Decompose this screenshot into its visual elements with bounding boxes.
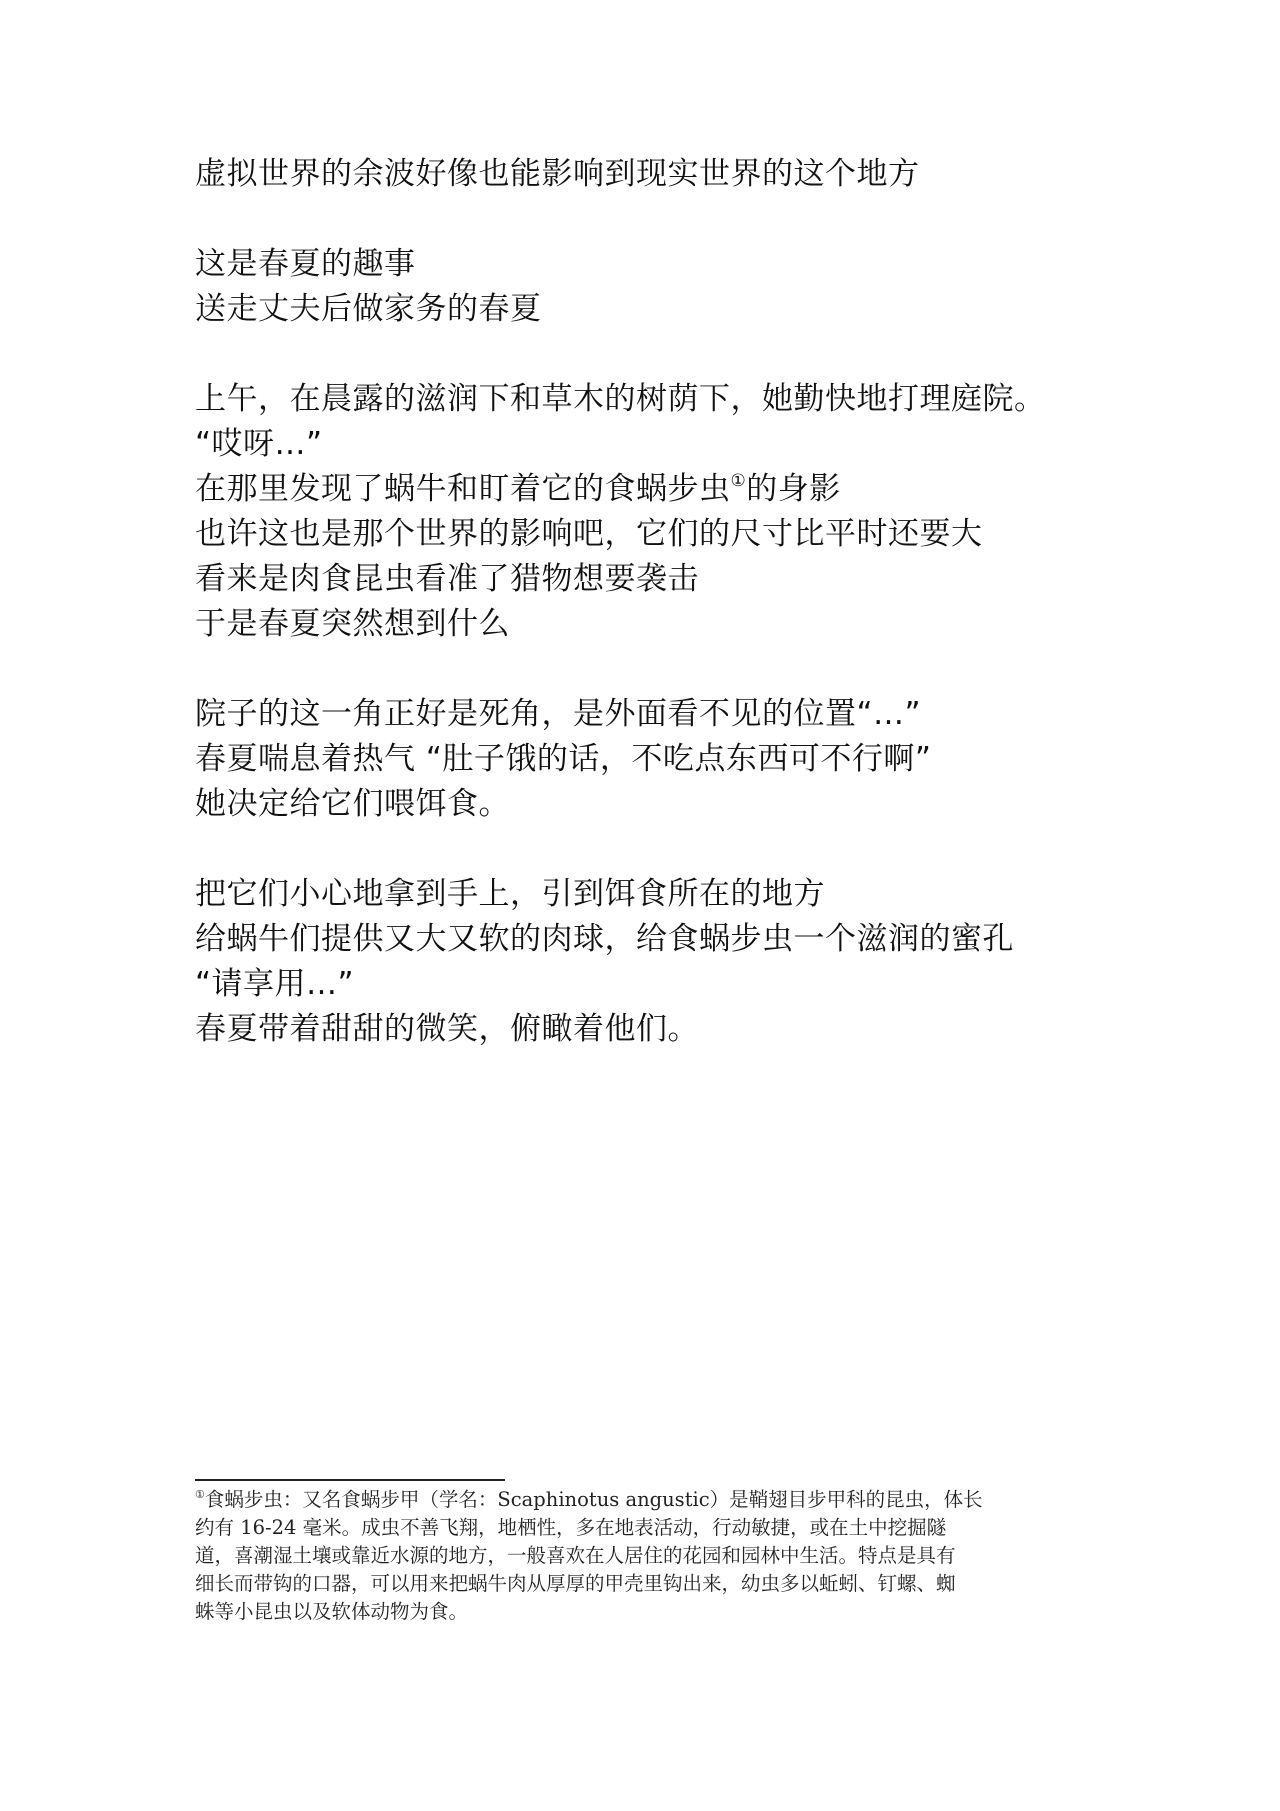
text-line: 上午，在晨露的滋润下和草木的树荫下，她勤快地打理庭院。 bbox=[195, 381, 1046, 417]
text-line: 送走丈夫后做家务的春夏 bbox=[195, 291, 542, 327]
text-line: 于是春夏突然想到什么 bbox=[195, 606, 510, 642]
text-line: “请享用…” bbox=[195, 966, 355, 1002]
paragraph-gap bbox=[195, 332, 1125, 377]
footnote-divider bbox=[195, 1479, 505, 1481]
footnote-line: 道，喜潮湿土壤或靠近水源的地方，一般喜欢在人居住的花园和园林中生活。特点是具有 bbox=[195, 1544, 956, 1567]
text-line: “哎呀…” bbox=[195, 426, 323, 462]
footnote-line: 蛛等小昆虫以及软体动物为食。 bbox=[195, 1600, 469, 1623]
text-line: 也许这也是那个世界的影响吧，它们的尺寸比平时还要大 bbox=[195, 516, 983, 552]
text-line: 春夏喘息着热气 “肚子饿的话，不吃点东西可不行啊” bbox=[195, 741, 932, 777]
footnote-line bbox=[195, 1486, 1095, 1514]
footnote-text: 食蜗步虫：又名食蜗步甲（学名：Scaphinotus angustic）是鞘翅目步甲科的昆虫，体长 bbox=[204, 1488, 983, 1511]
text-line: 她决定给它们喂饵食。 bbox=[195, 786, 510, 822]
paragraph-gap bbox=[195, 197, 1125, 242]
footnote bbox=[195, 1486, 1095, 1626]
text-line: 看来是肉食昆虫看准了猎物想要袭击 bbox=[195, 561, 699, 597]
story-text bbox=[195, 152, 1125, 1052]
text-line: 把它们小心地拿到手上，引到饵食所在的地方 bbox=[195, 876, 825, 912]
text-line: 春夏带着甜甜的微笑，俯瞰着他们。 bbox=[195, 1011, 699, 1047]
paragraph-gap bbox=[195, 827, 1125, 872]
text-line: 虚拟世界的余波好像也能影响到现实世界的这个地方 bbox=[195, 156, 920, 192]
footnote-line: 约有 16-24 毫米。成虫不善飞翔，地栖性，多在地表活动，行动敏捷，或在土中挖掘隧 bbox=[195, 1516, 947, 1539]
paragraph-gap bbox=[195, 647, 1125, 692]
text-fragment: 的身影 bbox=[746, 471, 841, 507]
text-line: 给蜗牛们提供又大又软的肉球，给食蜗步虫一个滋润的蜜孔 bbox=[195, 921, 1014, 957]
text-line: 院子的这一角正好是死角，是外面看不见的位置“…” bbox=[195, 696, 922, 732]
footnote-line: 细长而带钩的口器，可以用来把蜗牛肉从厚厚的甲壳里钩出来，幼虫多以蚯蚓、钉螺、蜘 bbox=[195, 1572, 956, 1595]
footnote-marker: ① bbox=[195, 1488, 205, 1501]
text-line-with-footnote bbox=[195, 467, 1125, 512]
text-line: 这是春夏的趣事 bbox=[195, 246, 416, 282]
text-fragment: 在那里发现了蜗牛和盯着它的食蜗步虫 bbox=[195, 471, 731, 507]
footnote-reference[interactable]: ① bbox=[730, 471, 747, 491]
